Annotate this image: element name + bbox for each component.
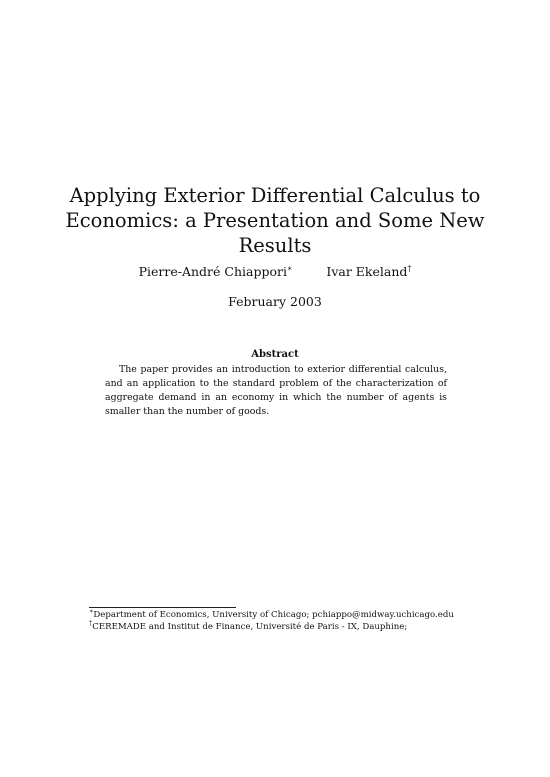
footnote-mark: † — [89, 618, 93, 627]
footnote-divider — [89, 607, 236, 608]
footnote-chiappori — [89, 607, 469, 622]
footnote-ekeland — [89, 618, 469, 634]
footnote-mark: ∗ — [89, 607, 94, 616]
footnotes — [89, 607, 469, 633]
author-ekeland — [326, 264, 411, 280]
publication-date: February 2003 — [228, 294, 322, 309]
footnote-text: CEREMADE and Institut de Finance, Université de Paris - IX, Dauphine; — [92, 621, 408, 632]
author-chiappori — [139, 264, 293, 280]
abstract-heading: Abstract — [251, 349, 299, 360]
author-list — [0, 264, 550, 280]
author-name: Ivar Ekeland — [326, 264, 408, 279]
footnote-mark: ∗ — [286, 263, 293, 273]
author-name: Pierre-André Chiappori — [138, 264, 287, 279]
paper-title: Applying Exterior Differential Calculus to Economics: a Presentation and Some New Results — [65, 184, 485, 257]
footnote-text: Department of Economics, University of Chicago; pchiappo@midway.uchicago.edu — [93, 610, 454, 620]
abstract-text: The paper provides an introduction to exterior differential calculus, and an application to the standard problem of the characterization of aggregate demand in an economy in which the number of agents is smaller than the number of goods. — [105, 364, 447, 417]
footnote-mark: † — [407, 263, 412, 273]
